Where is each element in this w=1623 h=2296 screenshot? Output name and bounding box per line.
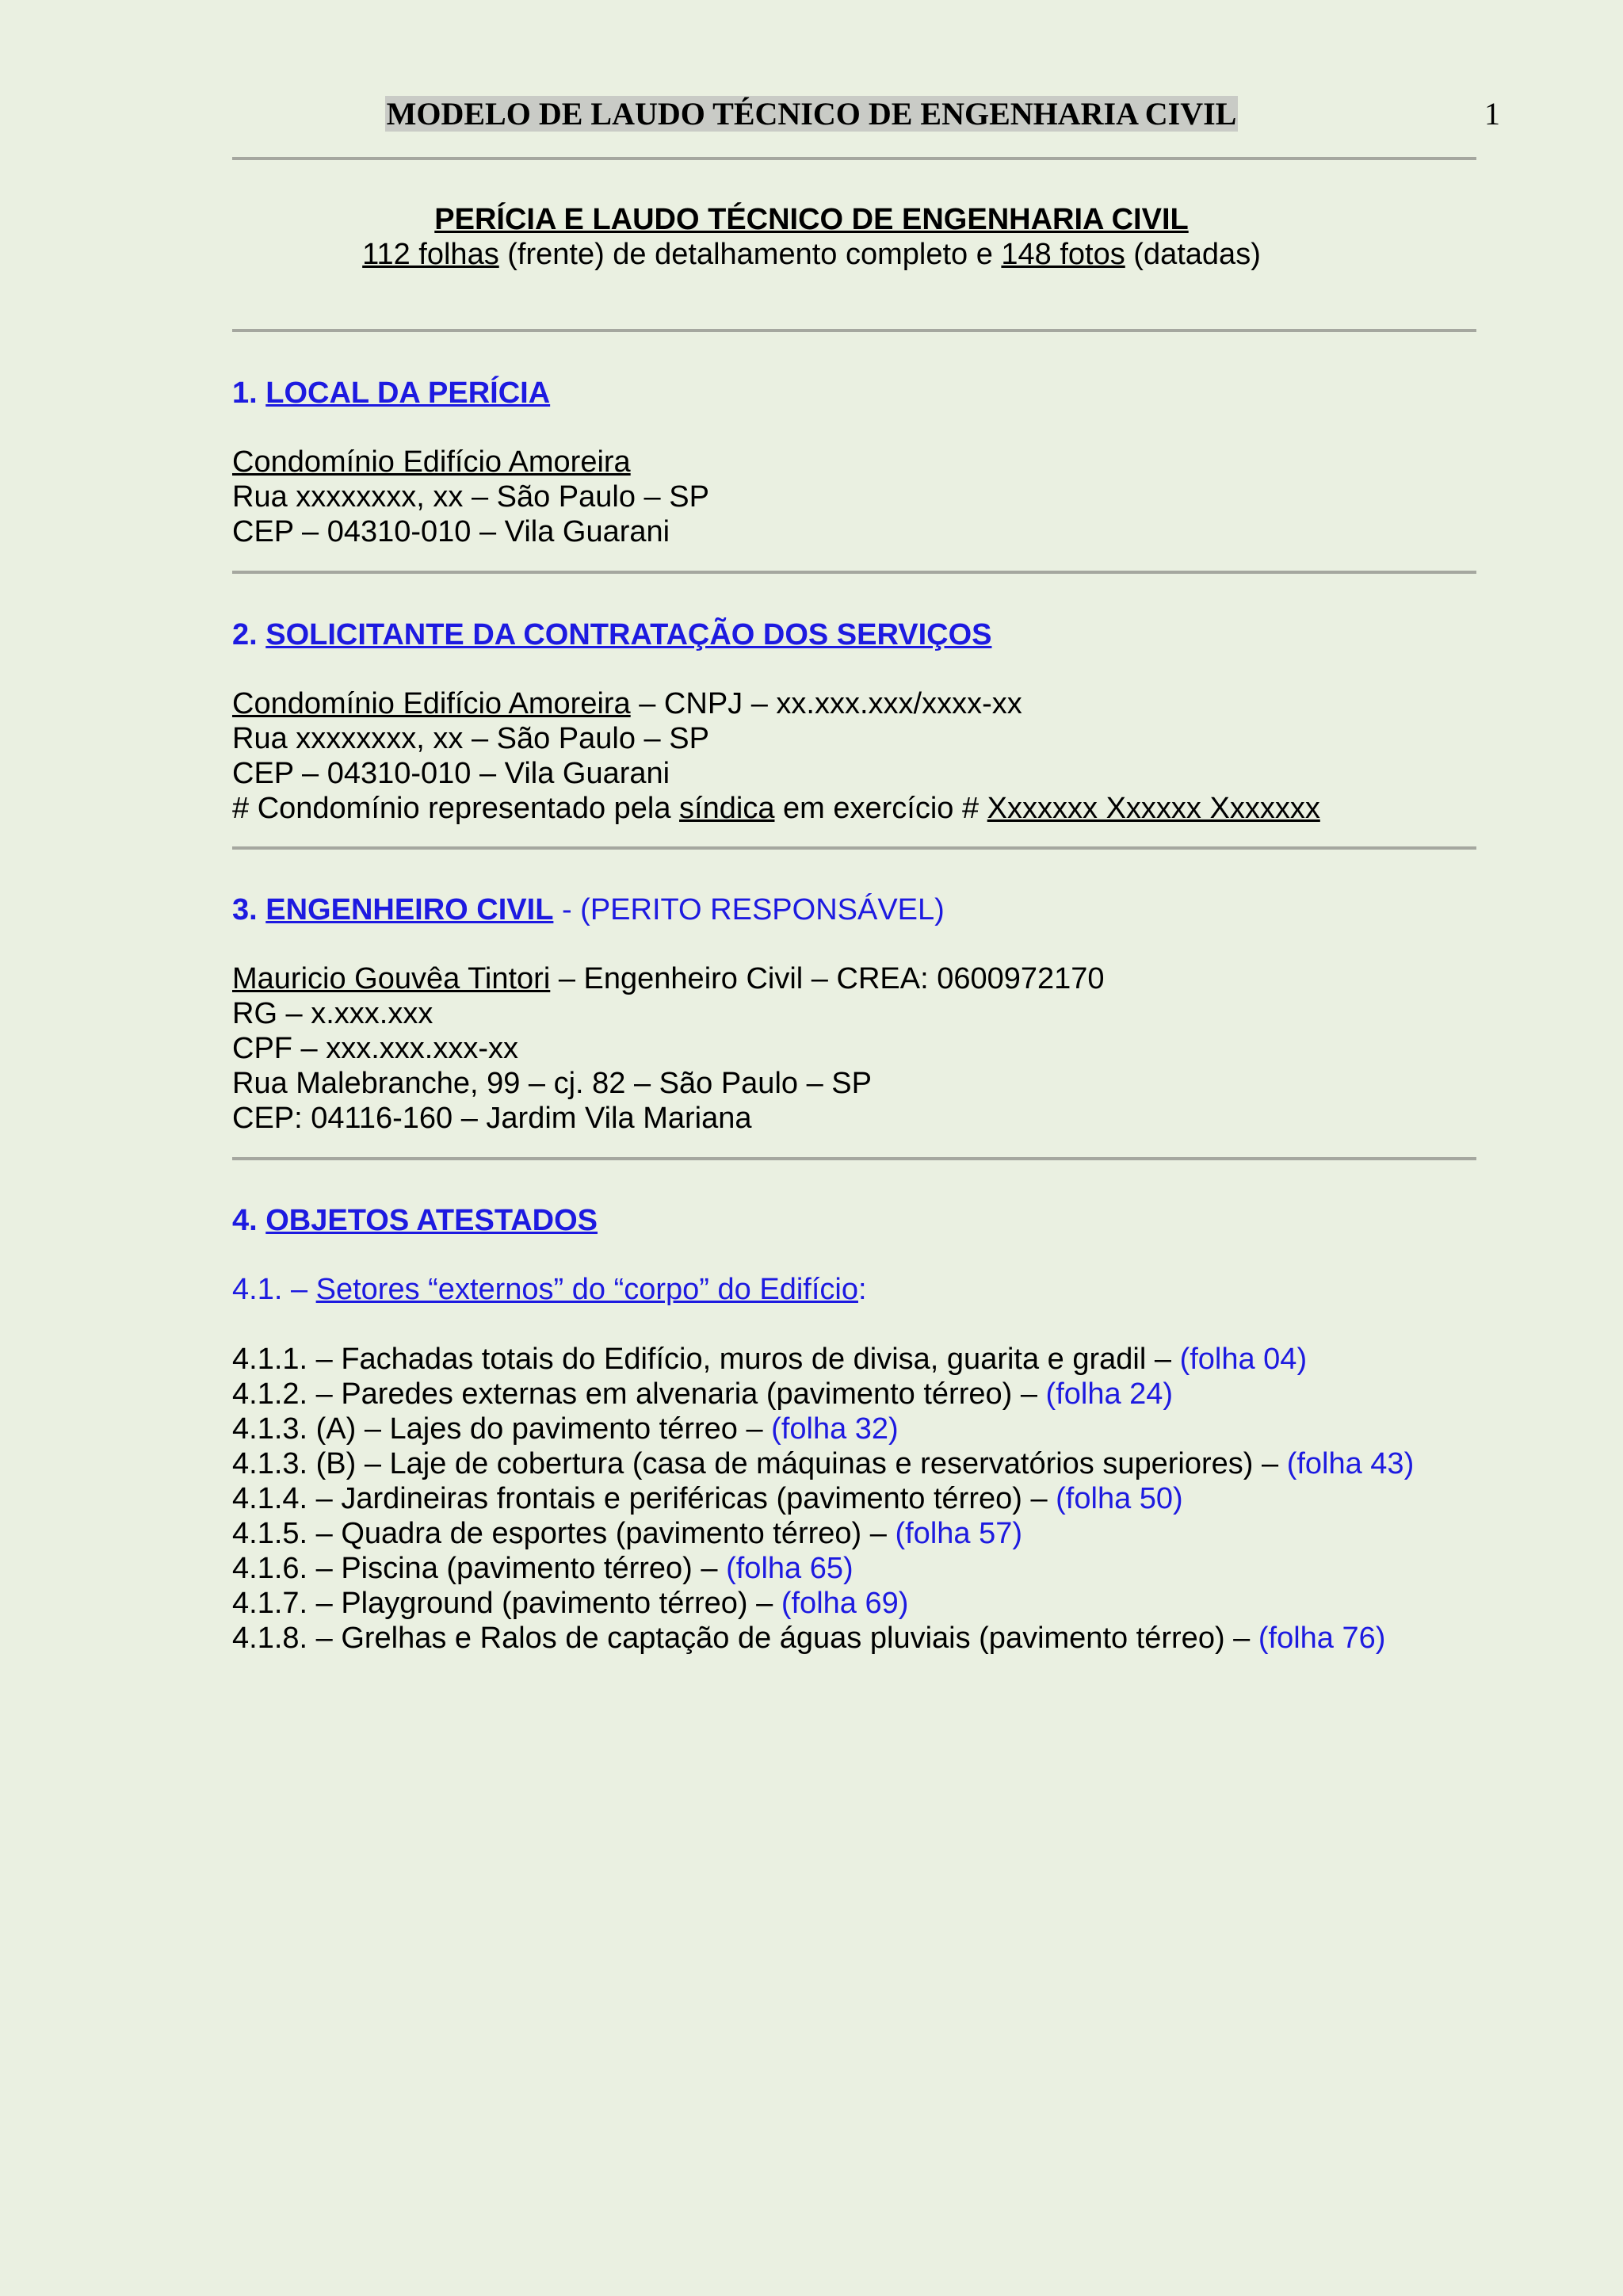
list-item: 4.1.8. – Grelhas e Ralos de captação de águas pluviais (pavimento térreo) – (folha 76) (232, 1622, 1386, 1655)
page-reference-link[interactable]: (folha 76) (1258, 1622, 1386, 1655)
page-reference-link[interactable]: (folha 43) (1286, 1447, 1415, 1480)
list-item: 4.1.4. – Jardineiras frontais e periféricas (pavimento térreo) – (folha 50) (232, 1482, 1183, 1515)
section-4-1-heading: 4.1. – Setores “externos” do “corpo” do Edifício: (232, 1273, 867, 1306)
page-reference-link[interactable]: (folha 04) (1179, 1343, 1308, 1376)
list-item: 4.1.5. – Quadra de esportes (pavimento térreo) – (folha 57) (232, 1517, 1023, 1550)
page-reference-link[interactable]: (folha 57) (895, 1517, 1023, 1550)
page-reference-link[interactable]: (folha 32) (771, 1412, 899, 1446)
list-item: 4.1.3. (B) – Laje de cobertura (casa de máquinas e reservatórios superiores) – (folha 43) (232, 1447, 1415, 1480)
section-1-body: Condomínio Edifício Amoreira Rua xxxxxxxx, xx – São Paulo – SP CEP – 04310-010 – Vila Guarani (232, 445, 709, 548)
divider (232, 329, 1476, 332)
section-3-heading: 3. ENGENHEIRO CIVIL - (PERITO RESPONSÁVEL) (232, 893, 945, 926)
header-title: MODELO DE LAUDO TÉCNICO DE ENGENHARIA CIVIL (386, 96, 1237, 132)
list-item: 4.1.2. – Paredes externas em alvenaria (pavimento térreo) – (folha 24) (232, 1377, 1174, 1411)
section-1-heading: 1. LOCAL DA PERÍCIA (232, 376, 551, 410)
divider (232, 846, 1476, 850)
section-2-body: Condomínio Edifício Amoreira – CNPJ – xx.xxx.xxx/xxxx-xx Rua xxxxxxxx, xx – São Paulo – SP CEP – 04310-010 – Vila Guarani # Condomínio representado pela síndica em exercício # Xxxxxxx Xxxxxx Xxxxxxx (232, 687, 1320, 825)
intro-block (0, 202, 1623, 272)
list-item: 4.1.7. – Playground (pavimento térreo) – (folha 69) (232, 1587, 909, 1620)
page-reference-link[interactable]: (folha 69) (781, 1587, 909, 1620)
page-reference-link[interactable]: (folha 24) (1045, 1377, 1174, 1411)
divider (232, 571, 1476, 574)
section-2-heading: 2. SOLICITANTE DA CONTRATAÇÃO DOS SERVIÇOS (232, 618, 992, 651)
section-4-heading: 4. OBJETOS ATESTADOS (232, 1204, 598, 1237)
intro-summary: 112 folhas (frente) de detalhamento completo e 148 fotos (datadas) (362, 238, 1261, 271)
divider (232, 1157, 1476, 1160)
page-reference-link[interactable]: (folha 50) (1056, 1482, 1183, 1515)
intro-title: PERÍCIA E LAUDO TÉCNICO DE ENGENHARIA CIVIL (434, 203, 1189, 236)
page-number: 1 (1484, 96, 1500, 132)
list-item: 4.1.3. (A) – Lajes do pavimento térreo – (folha 32) (232, 1412, 899, 1446)
list-item: 4.1.1. – Fachadas totais do Edifício, muros de divisa, guarita e gradil – (folha 04) (232, 1343, 1308, 1376)
section-4-items (232, 1342, 1500, 1656)
header-rule (232, 157, 1476, 160)
list-item: 4.1.6. – Piscina (pavimento térreo) – (folha 65) (232, 1552, 854, 1585)
section-3-body: Mauricio Gouvêa Tintori – Engenheiro Civil – CREA: 0600972170 RG – x.xxx.xxx CPF – xxx.xxx.xxx-xx Rua Malebranche, 99 – cj. 82 – São Paulo – SP CEP: 04116-160 – Jardim Vila Mariana (232, 962, 1105, 1135)
page-reference-link[interactable]: (folha 65) (726, 1552, 854, 1585)
